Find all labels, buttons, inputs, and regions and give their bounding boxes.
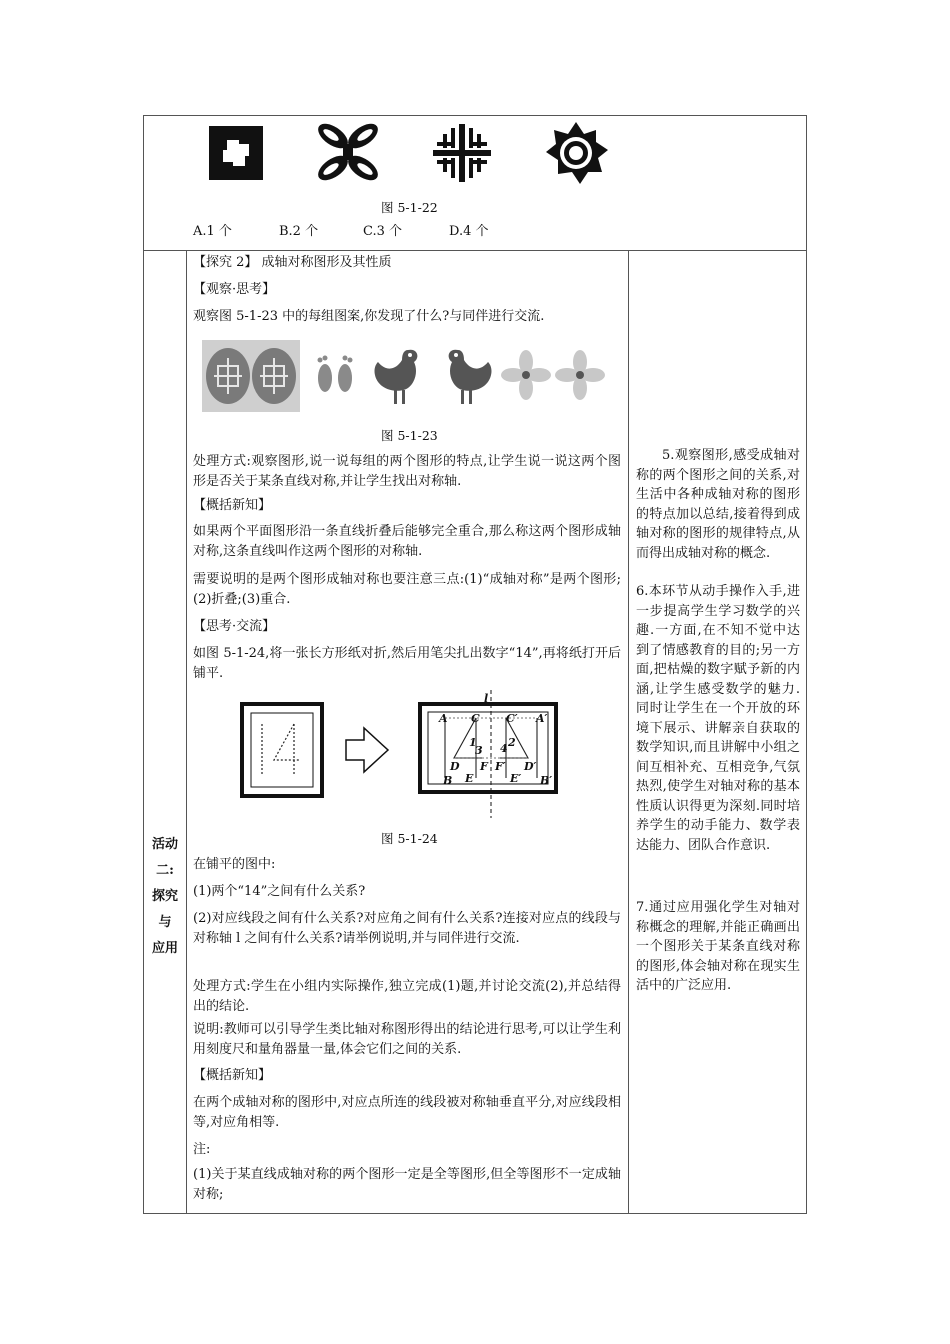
process-text-2: 处理方式:学生在小组内实际操作,独立完成(1)题,并讨论交流(2),并总结得出的结论. xyxy=(193,979,621,1014)
property-text: 在两个成轴对称的图形中,对应点所连的线段被对称轴垂直平分,对应线段相等,对应角相等. xyxy=(193,1095,621,1130)
summary-heading-2: 【概括新知】 xyxy=(193,1068,272,1083)
square-logo-icon xyxy=(205,122,267,184)
summary-heading-1: 【概括新知】 xyxy=(193,498,272,513)
explain-text: 说明:教师可以引导学生类比轴对称图形得出的结论进行思考,可以让学生利用刻度尺和量角器量一量,体会它们之间的关系. xyxy=(193,1022,621,1057)
label-c: C xyxy=(471,712,480,725)
label-d-prime: D′ xyxy=(524,760,537,773)
definition-text: 如果两个平面图形沿一条直线折叠后能够完全重合,那么称这两个图形成轴对称,这条直线叫作这两个图形的对称轴. xyxy=(193,524,621,559)
label-f: F xyxy=(480,760,488,773)
rooster-right-icon xyxy=(434,342,498,408)
paper-cut-pair-image xyxy=(202,340,300,412)
flower-pair-icon xyxy=(500,340,608,410)
process-text-1: 处理方式:观察图形,说一说每组的两个图形的特点,让学生说一说这两个图形是否关于某条直线对称,并让学生找出对称轴. xyxy=(193,454,621,489)
side-note-6: 6.本环节从动手操作入手,进一步提高学生学习数学的兴趣.一方面,在不知不觉中达到了情感教育的目的;另一方面,把枯燥的数字赋予新的内涵,让学生感受数学的魅力.同时让学生在一个开放的环境下展示、讲解亲自获取的数学知识,而且讲解中小组之间互相补充、互相竞争,气氛热烈,使学生对轴对称的基本性质认识得更为深刻.同时培养学生的动手能力、数学表达能力、团队合作意识. xyxy=(636,584,800,853)
think-heading: 【思考·交流】 xyxy=(193,619,276,634)
note-1: (1)关于某直线成轴对称的两个图形一定是全等图形,但全等图形不一定成轴对称; xyxy=(193,1167,621,1202)
fig22-caption: 图 5-1-22 xyxy=(381,200,438,215)
label-e: E xyxy=(465,772,474,785)
label-3: 3 xyxy=(475,744,483,757)
footprints-icon xyxy=(310,346,360,408)
col-divider-right xyxy=(628,251,629,1213)
fig24-diagram xyxy=(238,688,570,820)
explore-heading: 【探究 2】 成轴对称图形及其性质 xyxy=(193,255,392,270)
label-f-prime: F′ xyxy=(495,760,506,773)
observe-text: 观察图 5-1-23 中的每组图案,你发现了什么?与同伴进行交流. xyxy=(193,309,545,324)
label-b-prime: B′ xyxy=(540,774,553,787)
label-c-prime: C′ xyxy=(506,712,518,725)
side-note-5: 5.观察图形,感受成轴对称的两个图形之间的关系,对生活中各种成轴对称的图形的特点加以总结,接着得到成轴对称的图形的规律特点,从而得出成轴对称的概念. xyxy=(636,448,800,561)
option-a: A.1 个 xyxy=(193,224,232,239)
fold-text: 如图 5-1-24,将一张长方形纸对折,然后用笔尖扎出数字“14”,再将纸打开后铺平. xyxy=(193,646,621,681)
three-points-text: 需要说明的是两个图形成轴对称也要注意三点:(1)“成轴对称”是两个图形;(2)折叠;(3)重合. xyxy=(193,572,621,607)
fig24-caption: 图 5-1-24 xyxy=(381,831,438,846)
question-2: (2)对应线段之间有什么关系?对应角之间有什么关系?连接对应点的线段与对称轴 l 之间有什么关系?请举例说明,并与同伴进行交流. xyxy=(193,911,621,946)
label-4: 4 xyxy=(500,742,508,755)
label-d: D xyxy=(450,760,460,773)
label-a-prime: A′ xyxy=(536,712,548,725)
option-d: D.4 个 xyxy=(449,224,489,239)
observe-heading: 【观察·思考】 xyxy=(193,282,276,297)
knot-logo-icon xyxy=(313,120,383,184)
flower-logo-icon xyxy=(542,120,610,186)
cross-logo-icon xyxy=(431,122,493,184)
label-b: B xyxy=(443,774,453,787)
fig23-caption: 图 5-1-23 xyxy=(381,428,438,443)
label-2: 2 xyxy=(508,736,516,749)
question-1: (1)两个“14”之间有什么关系? xyxy=(193,884,366,899)
col-divider-left xyxy=(186,251,187,1213)
option-b: B.2 个 xyxy=(279,224,319,239)
label-e-prime: E′ xyxy=(510,772,522,785)
axis-label: l xyxy=(484,692,489,705)
note-label: 注: xyxy=(193,1142,211,1157)
activity-label: 活动 二: 探究 与 应用 xyxy=(151,837,178,956)
rooster-left-icon xyxy=(368,342,432,408)
label-a: A xyxy=(439,712,448,725)
label-1: 1 xyxy=(469,736,477,749)
row-divider xyxy=(143,250,807,251)
side-note-7: 7.通过应用强化学生对轴对称概念的理解,并能正确画出一个图形关于某条直线对称的图形,体会轴对称在现实生活中的广泛应用. xyxy=(636,900,800,993)
in-flat-text: 在铺平的图中: xyxy=(193,857,276,872)
option-c: C.3 个 xyxy=(363,224,403,239)
